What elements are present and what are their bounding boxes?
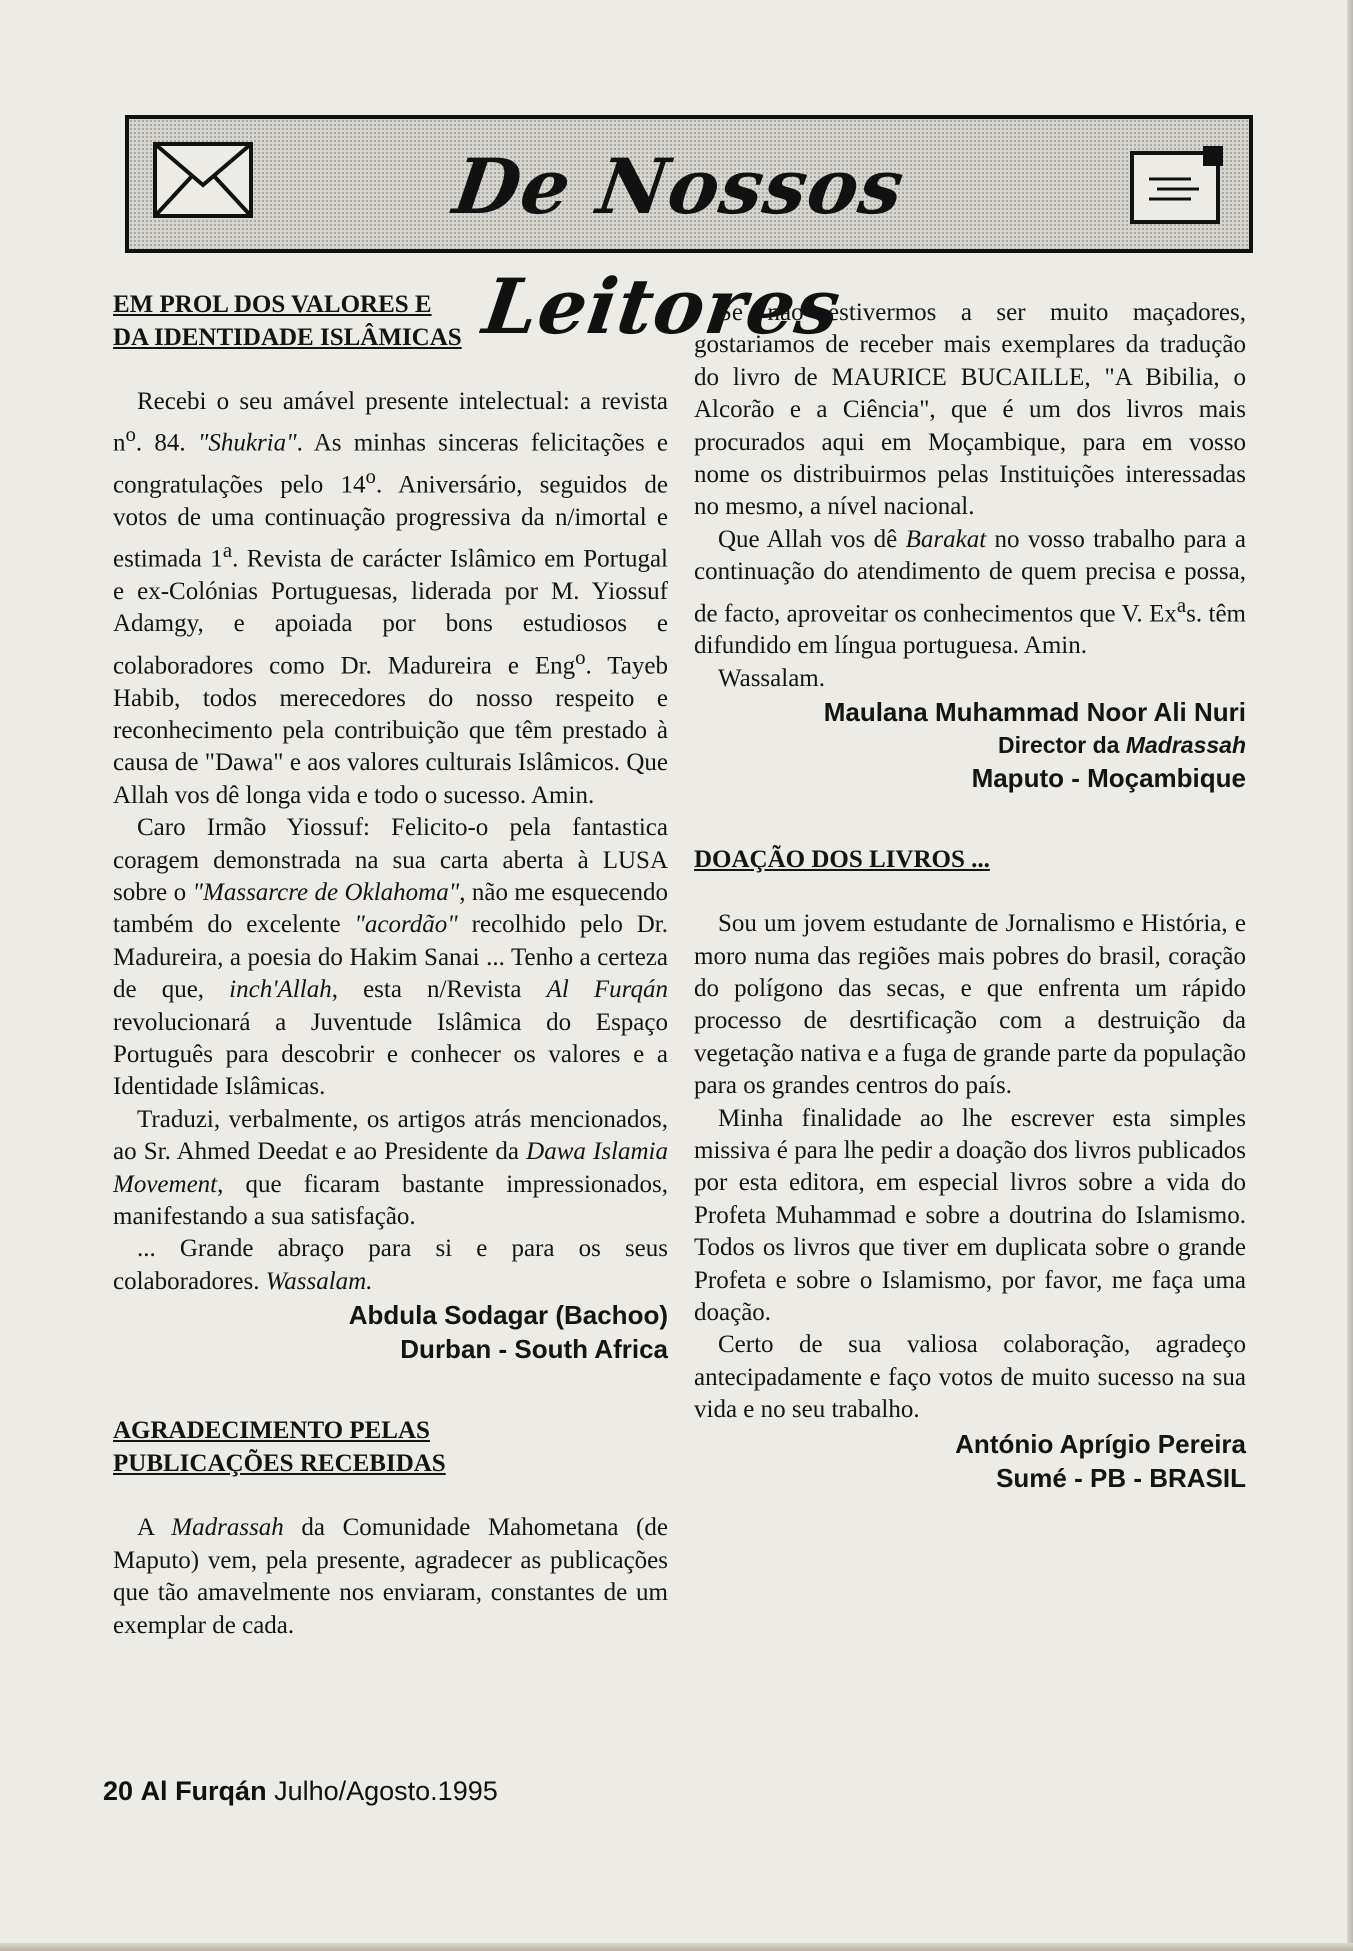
page-edge <box>1347 0 1353 1951</box>
signature-place: Maputo - Moçambique <box>971 763 1246 794</box>
paragraph: Sou um jovem estudante de Jornalismo e História, e moro numa das regiões mais pobres do brasil, coração do polígono das secas, e que enfrenta um rápido processo de desrtificação com a destruição da vegetação nativa e a fuga de grande parte da população para os grandes centros do país. <box>694 910 1246 1100</box>
article-heading: DOAÇÃO DOS LIVROS ... <box>694 846 990 874</box>
envelope-icon <box>152 141 254 219</box>
magazine-name: Al Furqán <box>140 1776 267 1806</box>
heading-line: EM PROL DOS VALORES E <box>113 291 432 318</box>
heading-line: AGRADECIMENTO PELAS <box>113 1417 430 1445</box>
heading-line: DA IDENTIDADE ISLÂMICAS <box>113 324 462 351</box>
paragraph: Recebi o seu amável presente intelectual: a revista $n^o$. 84. "Shukria". As minhas sinceras felicitações e congratulações pelo 14$^o$. Aniversário, seguidos de votos de uma continuação progressiva da n/imortal e estimada 1$^a$. Revista de carácter Islâmico em Portugal e ex-Colónias Portuguesas, liderada por M. Yiossuf Adamgy, e apoiada por bons estudiosos e colaboradores como Dr. Madureira e Eng$^o$. Tayeb Habib, todos merecedores do nosso respeito e reconhecimento pela contribuição que têm prestado à causa de "Dawa" e aos valores culturais Islâmicos. Que Allah vos dê longa vida e todo o sucesso. Amin. <box>113 388 669 809</box>
signature-name: Abdula Sodagar (Bachoo) <box>348 1300 668 1331</box>
signature-name: António Aprígio Pereira <box>955 1428 1246 1459</box>
issue-date: Julho/Agosto.1995 <box>274 1776 498 1806</box>
paragraph: A Madrassah da Comunidade Mahometana (de Maputo) vem, pela presente, agradecer as publicações que tão amavelmente nos enviaram, constantes de um exemplar de cada. <box>113 1514 668 1639</box>
paragraph: Certo de sua valiosa colaboração, agradeço antecipadamente e faço votos de muito sucesso na sua vida e no seu trabalho. <box>694 1331 1246 1424</box>
paragraph: ... Grande abraço para si e para os seus colaboradores. Wassalam. <box>113 1235 668 1295</box>
paragraph: Wassalam. <box>718 664 825 692</box>
page-bottom-edge <box>0 1943 1353 1951</box>
page-number: 20 <box>103 1776 134 1806</box>
right-column <box>694 297 1246 1495</box>
article-heading <box>113 1414 668 1480</box>
paragraph: Se não estivermos a ser muito maçadores, gostariamos de receber mais exemplares da tradução do livro de MAURICE BUCAILLE, "A Bibilia, o Alcorão e a Ciência", que é um dos livros mais procurados aqui em Moçambique, para em vosso nome os distribuirmos pelas Instituições interessadas no mesmo, a nível nacional. <box>694 299 1246 521</box>
signature-place: Sumé - PB - BRASIL <box>996 1462 1246 1493</box>
section-title: De Nossos Leitores <box>448 142 910 351</box>
paragraph: Que Allah vos dê Barakat no vosso trabalho para a continuação do atendimento de quem precisa e possa, de facto, aproveitar os conhecimentos que V. Ex$^a$s. têm difundido em língua portuguesa. Amin. <box>694 525 1247 660</box>
article-heading <box>113 288 668 354</box>
paragraph: Traduzi, verbalmente, os artigos atrás mencionados, ao Sr. Ahmed Deedat e ao Presidente da Dawa Islamia Movement, que ficaram bastante impressionados, manifestando a sua satisfação. <box>113 1105 668 1231</box>
heading-line: PUBLICAÇÕES RECEBIDAS <box>113 1450 446 1478</box>
page-footer <box>103 1774 498 1808</box>
paragraph: Caro Irmão Yiossuf: Felicito-o pela fantastica coragem demonstrada na sua carta aberta à LUSA sobre o "Massarcre de Oklahoma", não me esquecendo também do excelente "acordão" recolhido pelo Dr. Madureira, a poesia do Hakim Sanai ... Tenho a certeza de que, inch'Allah, esta n/Revista Al Furqán revolucionará a Juventude Islâmica do Espaço Português para descobrir e conhecer os valores e a Identidade Islâmicas. <box>113 814 669 1101</box>
left-column <box>113 288 668 1642</box>
signature-role: Director da Madrassah <box>998 732 1246 759</box>
signature-name: Maulana Muhammad Noor Ali Nuri <box>823 697 1246 728</box>
signature-place: Durban - South Africa <box>400 1334 668 1365</box>
paragraph: Minha finalidade ao lhe escrever esta simples missiva é para lhe pedir a doação dos livros publicados por esta editora, em especial livros sobre a vida do Profeta Muhammad e sobre a doutrina do Islamismo. Todos os livros que tiver em duplicata sobre o grande Profeta e sobre o Islamismo, por favor, me faça uma doação. <box>694 1104 1246 1327</box>
note-icon <box>1129 143 1227 225</box>
